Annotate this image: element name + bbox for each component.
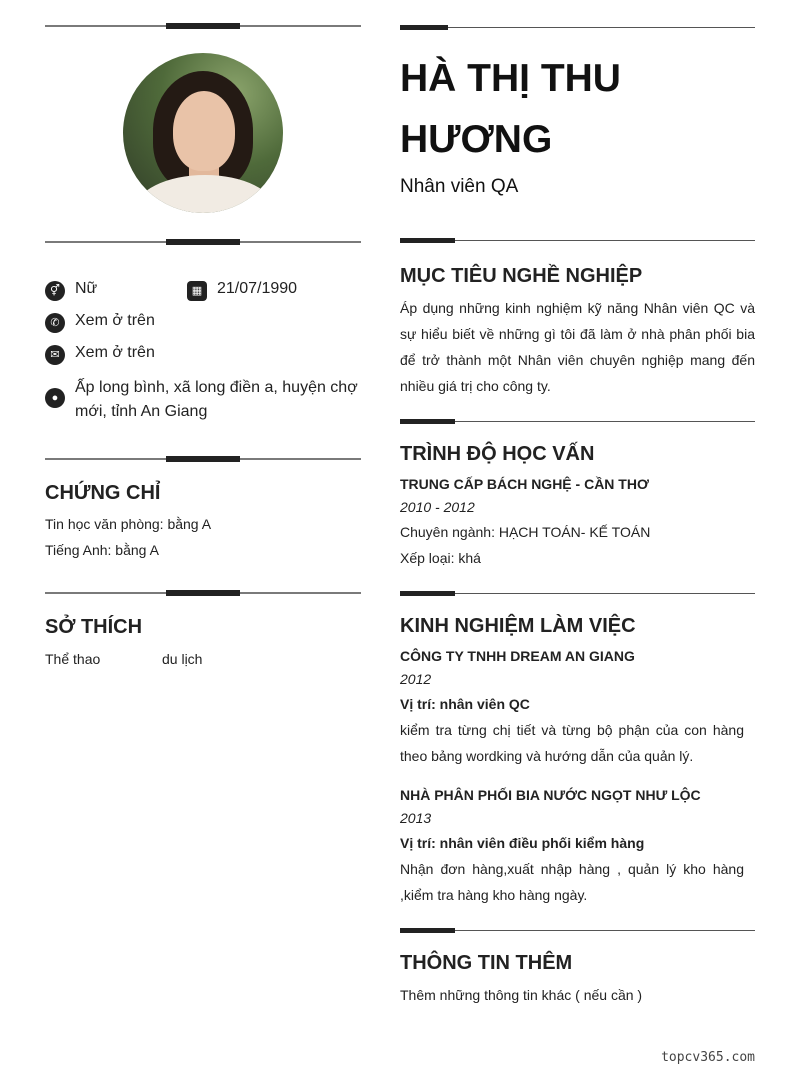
job-year: 2012	[400, 671, 432, 687]
hobby-item: du lịch	[162, 651, 203, 667]
job-description: Nhận đơn hàng,xuất nhập hàng , quản lý kho hàng ,kiểm tra hàng kho hàng ngày.	[400, 861, 744, 903]
footer-watermark: topcv365.com	[661, 1050, 755, 1065]
certificate-item: Tiếng Anh: bằng A	[45, 542, 159, 558]
right-divider-additional	[400, 930, 755, 931]
left-divider-top	[45, 25, 361, 27]
job-company: CÔNG TY TNHH DREAM AN GIANG	[400, 648, 635, 664]
right-divider-experience	[400, 593, 755, 594]
address-info	[45, 376, 361, 424]
calendar-icon: ▦	[187, 281, 207, 301]
birthday-info	[187, 280, 297, 301]
job-position: Vị trí: nhân viên điều phối kiểm hàng	[400, 835, 645, 851]
additional-heading: THÔNG TIN THÊM	[400, 952, 573, 974]
right-divider-top	[400, 27, 755, 28]
avatar	[123, 53, 283, 213]
email-text: Xem ở trên	[75, 344, 155, 361]
hobbies-heading: SỞ THÍCH	[45, 616, 143, 638]
birthday-text: 21/07/1990	[217, 280, 298, 297]
address-text: Ấp long bình, xã long điền a, huyện chợ mới, tỉnh An Giang	[75, 379, 358, 420]
certificate-item: Tin học văn phòng: bằng A	[45, 516, 212, 532]
gender-icon: ⚥	[45, 281, 65, 301]
education-years: 2010 - 2012	[400, 499, 475, 515]
education-school: TRUNG CẤP BÁCH NGHỆ - CẦN THƠ	[400, 476, 649, 492]
phone-text: Xem ở trên	[75, 312, 155, 329]
left-divider-avatar	[45, 241, 361, 243]
left-divider-hobbies	[45, 592, 361, 594]
job-year: 2013	[400, 810, 432, 826]
education-major: Chuyên ngành: HẠCH TOÁN- KẾ TOÁN	[400, 524, 651, 540]
objective-text: Áp dụng những kinh nghiệm kỹ năng Nhân viên QC và sự hiểu biết về những gì tôi đã làm ở nhà phân phối bia để trở thành một Nhân viên chuyên nghiệp mang đến nhiều giá trị cho công ty.	[400, 300, 755, 394]
right-divider-education	[400, 421, 755, 422]
job-description: kiểm tra từng chị tiết và từng bộ phận của con hàng theo bảng wordking và hướng dẫn của quản lý.	[400, 722, 744, 764]
hobby-item: Thể thao	[45, 651, 101, 667]
job-company: NHÀ PHÂN PHỐI BIA NƯỚC NGỌT NHƯ LỘC	[400, 787, 701, 803]
phone-info	[45, 312, 155, 333]
job-title: Nhân viên QA	[400, 176, 519, 197]
email-icon: ✉	[45, 345, 65, 365]
gender-text: Nữ	[75, 280, 98, 297]
phone-icon: ✆	[45, 313, 65, 333]
job-position: Vị trí: nhân viên QC	[400, 696, 530, 712]
email-info	[45, 344, 155, 365]
additional-text: Thêm những thông tin khác ( nếu cần )	[400, 987, 643, 1003]
gender-info	[45, 280, 97, 301]
objective-heading: MỤC TIÊU NGHỀ NGHIỆP	[400, 265, 643, 287]
candidate-name: HÀ THỊ THU HƯƠNG	[400, 57, 621, 161]
certificates-heading: CHỨNG CHỈ	[45, 482, 161, 504]
experience-heading: KINH NGHIỆM LÀM VIỆC	[400, 615, 636, 637]
location-icon: ●	[45, 388, 65, 408]
education-rank: Xếp loại: khá	[400, 550, 481, 566]
left-divider-certificates	[45, 458, 361, 460]
right-divider-objective	[400, 240, 755, 241]
education-heading: TRÌNH ĐỘ HỌC VẤN	[400, 443, 595, 465]
